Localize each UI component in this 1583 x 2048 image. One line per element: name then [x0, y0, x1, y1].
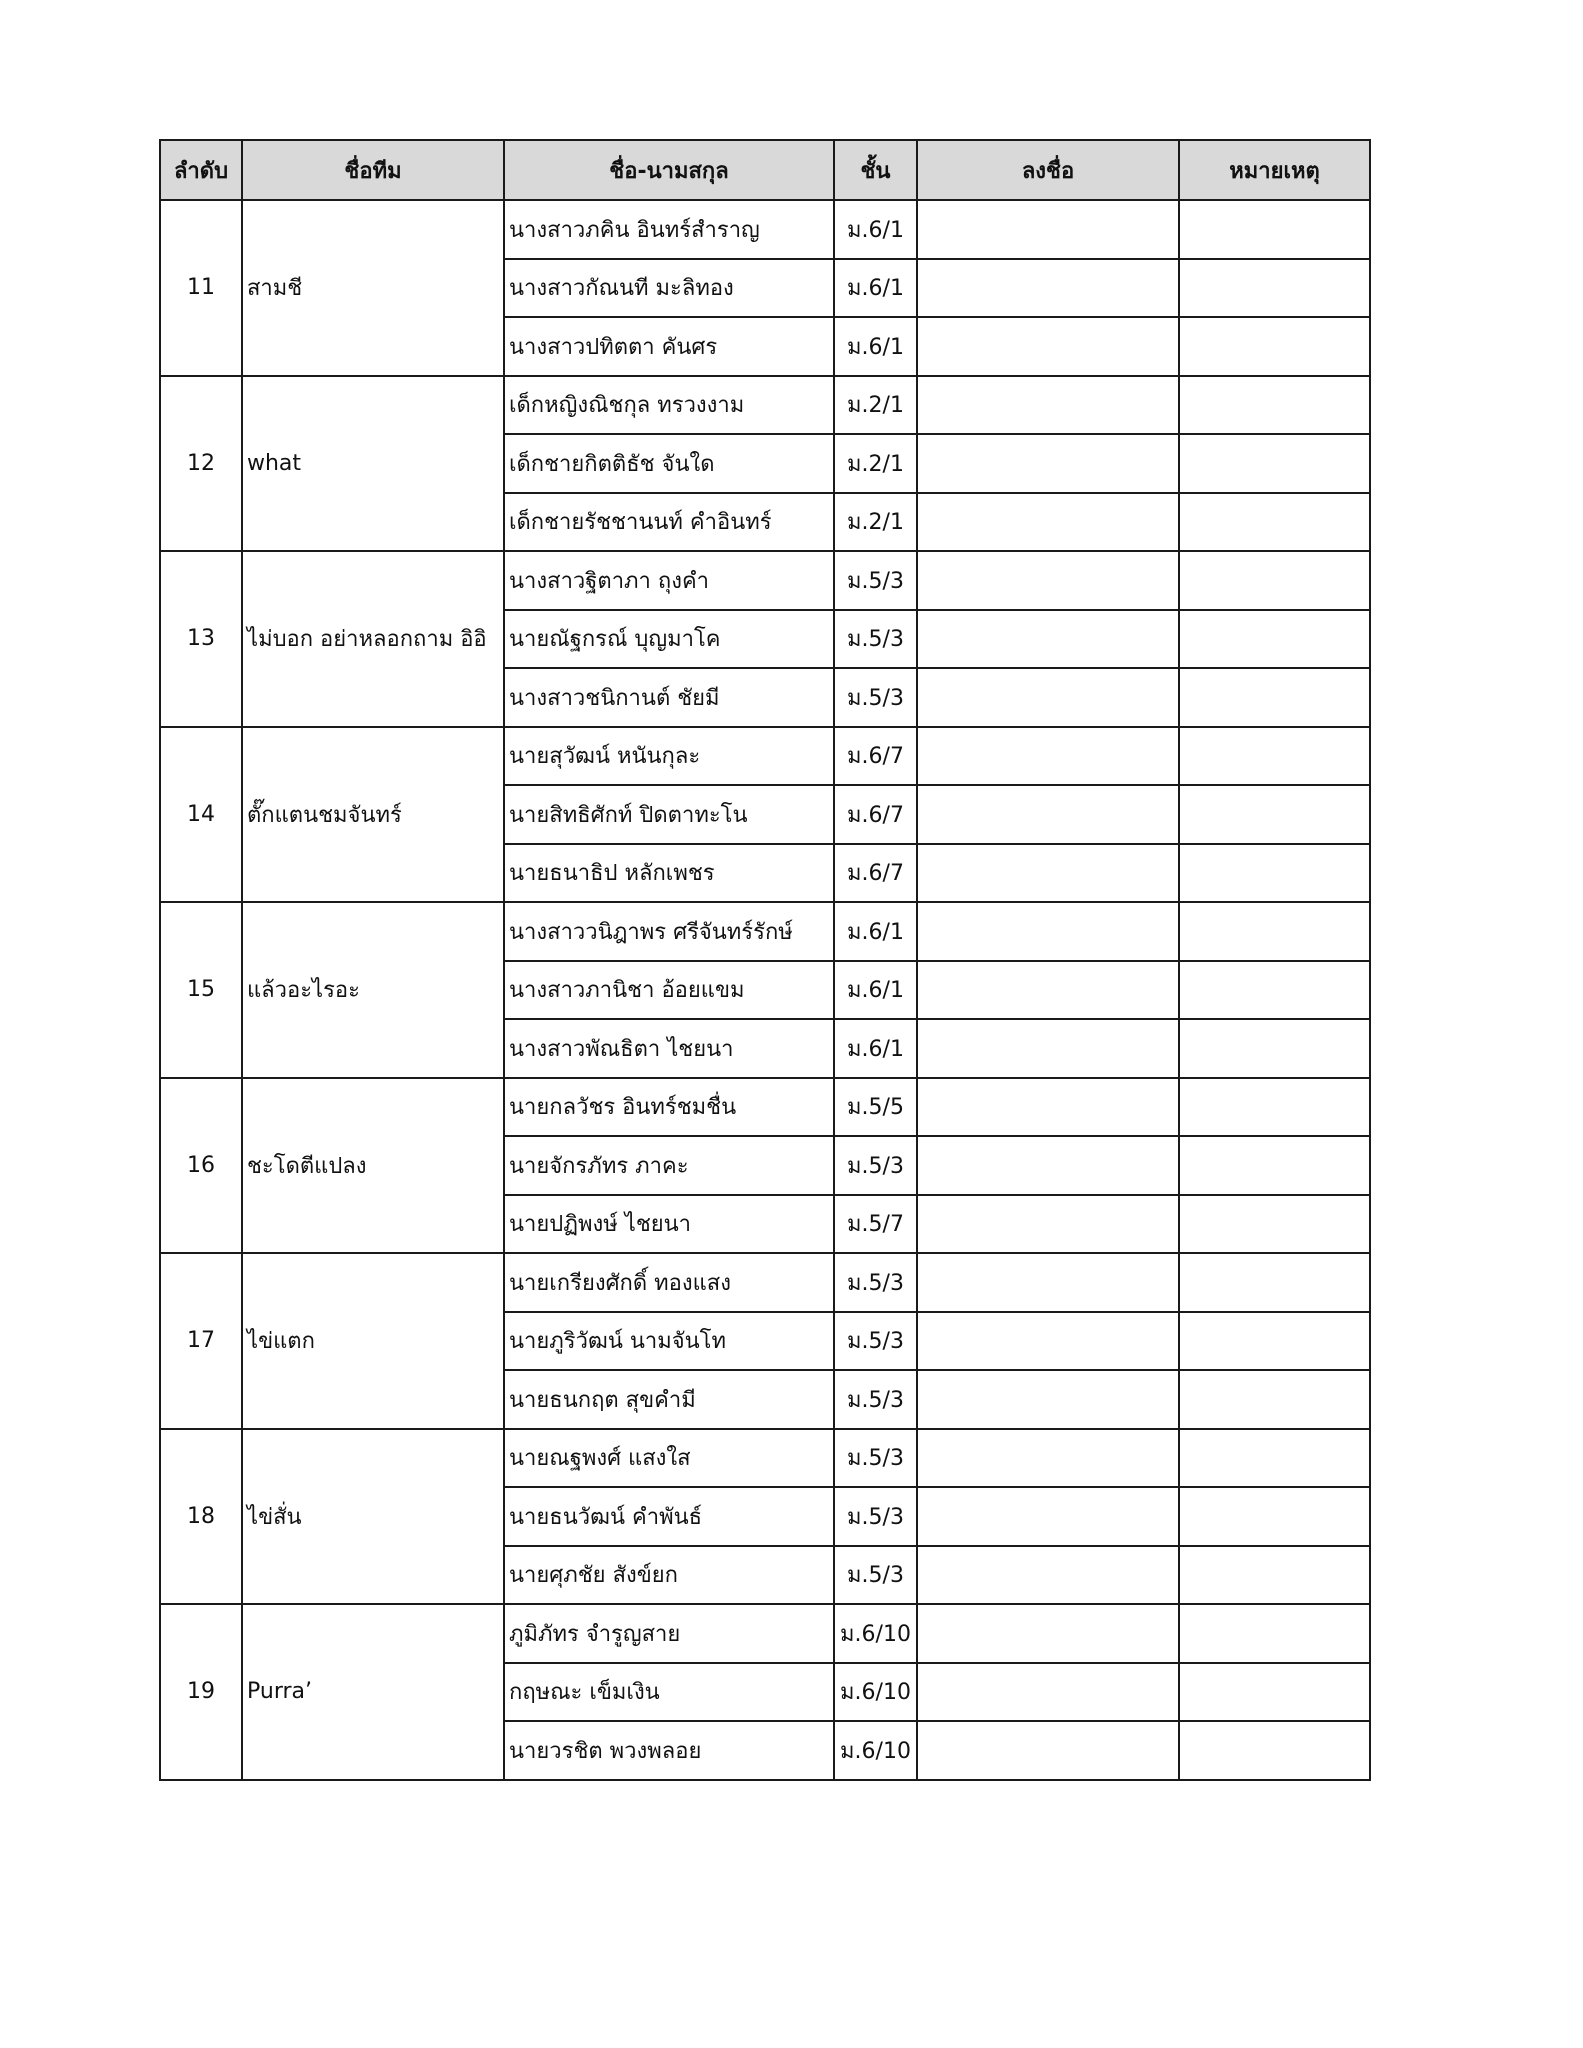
member-class: ม.6/1 [834, 1019, 917, 1078]
signature-cell[interactable] [917, 1663, 1179, 1722]
table-row [160, 200, 1370, 259]
signature-cell[interactable] [917, 902, 1179, 961]
header-row [160, 140, 1370, 200]
signature-cell[interactable] [917, 610, 1179, 669]
member-name: นายธนวัฒน์ คำพันธ์ [504, 1487, 834, 1546]
table-row [160, 1078, 1370, 1137]
note-cell[interactable] [1179, 1019, 1370, 1078]
table-row [160, 727, 1370, 786]
note-cell[interactable] [1179, 1487, 1370, 1546]
signature-cell[interactable] [917, 844, 1179, 903]
team-name: ไข่สั่น [242, 1429, 504, 1605]
member-class: ม.5/3 [834, 1546, 917, 1605]
member-class: ม.6/1 [834, 200, 917, 259]
note-cell[interactable] [1179, 844, 1370, 903]
member-class: ม.6/10 [834, 1604, 917, 1663]
team-number: 15 [160, 902, 242, 1078]
signature-cell[interactable] [917, 1019, 1179, 1078]
member-class: ม.5/3 [834, 1487, 917, 1546]
team-name: ไม่บอก อย่าหลอกถาม อิอิ [242, 551, 504, 727]
member-name: นายสุวัฒน์ หนันกุละ [504, 727, 834, 786]
member-class: ม.6/10 [834, 1663, 917, 1722]
table-row [160, 902, 1370, 961]
signature-cell[interactable] [917, 961, 1179, 1020]
team-roster-table [159, 139, 1371, 1781]
member-class: ม.5/3 [834, 668, 917, 727]
member-name: นายธนกฤต สุขคำมี [504, 1370, 834, 1429]
member-name: นางสาวพัณธิตา ไชยนา [504, 1019, 834, 1078]
team-number: 14 [160, 727, 242, 903]
signature-cell[interactable] [917, 1078, 1179, 1137]
note-cell[interactable] [1179, 1370, 1370, 1429]
member-name: นางสาววนิฎาพร ศรีจันทร์รักษ์ [504, 902, 834, 961]
signature-cell[interactable] [917, 1487, 1179, 1546]
header-no: ลำดับ [160, 140, 242, 200]
note-cell[interactable] [1179, 317, 1370, 376]
member-name: นางสาวฐิตาภา ถุงคำ [504, 551, 834, 610]
signature-cell[interactable] [917, 1370, 1179, 1429]
note-cell[interactable] [1179, 434, 1370, 493]
signature-cell[interactable] [917, 785, 1179, 844]
member-name: นายภูริวัฒน์ นามจันโท [504, 1312, 834, 1371]
member-name: เด็กชายกิตติธัช จันใด [504, 434, 834, 493]
table-body [160, 200, 1370, 1780]
team-number: 17 [160, 1253, 242, 1429]
member-class: ม.5/3 [834, 610, 917, 669]
note-cell[interactable] [1179, 727, 1370, 786]
team-name: สามชี [242, 200, 504, 376]
note-cell[interactable] [1179, 961, 1370, 1020]
note-cell[interactable] [1179, 668, 1370, 727]
signature-cell[interactable] [917, 434, 1179, 493]
team-number: 13 [160, 551, 242, 727]
note-cell[interactable] [1179, 1429, 1370, 1488]
note-cell[interactable] [1179, 1546, 1370, 1605]
note-cell[interactable] [1179, 1721, 1370, 1780]
note-cell[interactable] [1179, 493, 1370, 552]
member-class: ม.6/10 [834, 1721, 917, 1780]
member-name: นายเกรียงศักดิ์ ทองแสง [504, 1253, 834, 1312]
note-cell[interactable] [1179, 376, 1370, 435]
signature-cell[interactable] [917, 200, 1179, 259]
member-class: ม.5/3 [834, 1312, 917, 1371]
table-row [160, 551, 1370, 610]
member-name: นางสาวภานิชา อ้อยแขม [504, 961, 834, 1020]
member-name: นางสาวภคิน อินทร์สำราญ [504, 200, 834, 259]
member-name: เด็กหญิงณิชกุล ทรวงงาม [504, 376, 834, 435]
team-name: what [242, 376, 504, 552]
member-class: ม.5/3 [834, 551, 917, 610]
team-name: ชะโดตีแปลง [242, 1078, 504, 1254]
signature-cell[interactable] [917, 727, 1179, 786]
signature-cell[interactable] [917, 1136, 1179, 1195]
note-cell[interactable] [1179, 259, 1370, 318]
signature-cell[interactable] [917, 668, 1179, 727]
note-cell[interactable] [1179, 1604, 1370, 1663]
header-name: ชื่อ-นามสกุล [504, 140, 834, 200]
member-class: ม.6/1 [834, 961, 917, 1020]
note-cell[interactable] [1179, 785, 1370, 844]
member-name: นายธนาธิป หลักเพชร [504, 844, 834, 903]
member-name: กฤษณะ เข็มเงิน [504, 1663, 834, 1722]
signature-cell[interactable] [917, 317, 1179, 376]
member-class: ม.6/1 [834, 259, 917, 318]
signature-cell[interactable] [917, 259, 1179, 318]
team-number: 12 [160, 376, 242, 552]
note-cell[interactable] [1179, 200, 1370, 259]
signature-cell[interactable] [917, 1546, 1179, 1605]
team-number: 16 [160, 1078, 242, 1254]
note-cell[interactable] [1179, 1195, 1370, 1254]
note-cell[interactable] [1179, 1312, 1370, 1371]
team-number: 11 [160, 200, 242, 376]
member-name: นายวรชิต พวงพลอย [504, 1721, 834, 1780]
signature-cell[interactable] [917, 493, 1179, 552]
member-name: นายกลวัชร อินทร์ชมชื่น [504, 1078, 834, 1137]
signature-cell[interactable] [917, 1253, 1179, 1312]
member-name: นายสิทธิศักท์ ปิดตาทะโน [504, 785, 834, 844]
member-class: ม.2/1 [834, 376, 917, 435]
member-name: นายณัฐกรณ์ บุญมาโค [504, 610, 834, 669]
note-cell[interactable] [1179, 902, 1370, 961]
signature-cell[interactable] [917, 1721, 1179, 1780]
member-name: นางสาวชนิกานต์ ชัยมี [504, 668, 834, 727]
team-number: 19 [160, 1604, 242, 1780]
team-number: 18 [160, 1429, 242, 1605]
signature-cell[interactable] [917, 1429, 1179, 1488]
note-cell[interactable] [1179, 610, 1370, 669]
member-class: ม.2/1 [834, 493, 917, 552]
member-name: นายจักรภัทร ภาคะ [504, 1136, 834, 1195]
team-name: ตั๊กแตนชมจันทร์ [242, 727, 504, 903]
member-class: ม.6/1 [834, 317, 917, 376]
member-class: ม.5/3 [834, 1429, 917, 1488]
note-cell[interactable] [1179, 551, 1370, 610]
member-name: นายศุภชัย สังข์ยก [504, 1546, 834, 1605]
note-cell[interactable] [1179, 1078, 1370, 1137]
member-class: ม.5/5 [834, 1078, 917, 1137]
member-class: ม.6/7 [834, 844, 917, 903]
signature-cell[interactable] [917, 1604, 1179, 1663]
header-class: ชั้น [834, 140, 917, 200]
header-note: หมายเหตุ [1179, 140, 1370, 200]
member-name: นายณฐพงศ์ แสงใส [504, 1429, 834, 1488]
header-sign: ลงชื่อ [917, 140, 1179, 200]
note-cell[interactable] [1179, 1136, 1370, 1195]
table-header [160, 140, 1370, 200]
member-name: นายปฏิพงษ์ ไชยนา [504, 1195, 834, 1254]
table-row [160, 1429, 1370, 1488]
member-name: เด็กชายรัชชานนท์ คำอินทร์ [504, 493, 834, 552]
member-class: ม.6/7 [834, 785, 917, 844]
member-class: ม.5/3 [834, 1253, 917, 1312]
member-class: ม.6/1 [834, 902, 917, 961]
member-class: ม.5/3 [834, 1136, 917, 1195]
signature-cell[interactable] [917, 551, 1179, 610]
table-row [160, 1253, 1370, 1312]
note-cell[interactable] [1179, 1663, 1370, 1722]
member-name: ภูมิภัทร จำรูญสาย [504, 1604, 834, 1663]
signature-cell[interactable] [917, 1312, 1179, 1371]
team-name: แล้วอะไรอะ [242, 902, 504, 1078]
team-name: ไข่แตก [242, 1253, 504, 1429]
member-class: ม.2/1 [834, 434, 917, 493]
header-team: ชื่อทีม [242, 140, 504, 200]
team-name: Purra’ [242, 1604, 504, 1780]
member-name: นางสาวกัณนที มะลิทอง [504, 259, 834, 318]
table-row [160, 376, 1370, 435]
signature-cell[interactable] [917, 1195, 1179, 1254]
member-class: ม.6/7 [834, 727, 917, 786]
table-row [160, 1604, 1370, 1663]
member-class: ม.5/3 [834, 1370, 917, 1429]
member-name: นางสาวปทิตตา คันศร [504, 317, 834, 376]
member-class: ม.5/7 [834, 1195, 917, 1254]
note-cell[interactable] [1179, 1253, 1370, 1312]
signature-cell[interactable] [917, 376, 1179, 435]
